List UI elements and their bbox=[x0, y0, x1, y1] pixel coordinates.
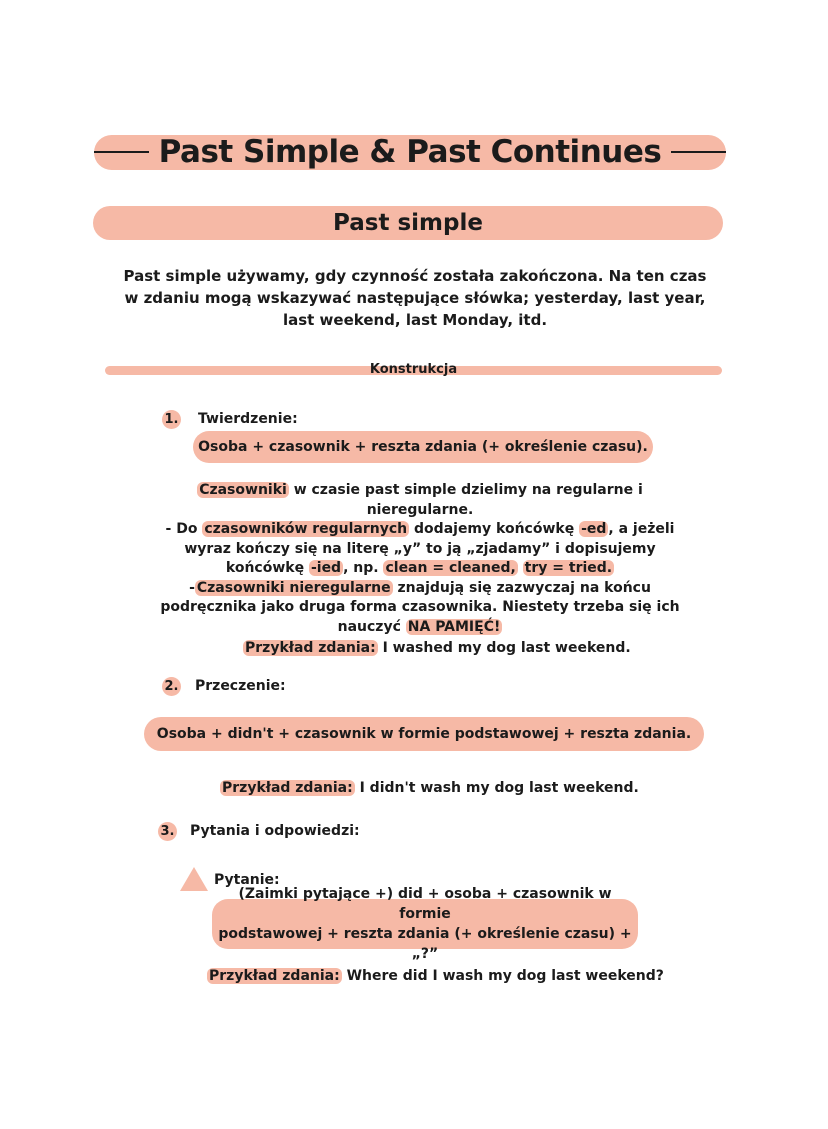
text-l2-np: , np. bbox=[343, 560, 384, 576]
item-number-3: 3. bbox=[158, 822, 177, 841]
hl-ed: -ed bbox=[581, 521, 607, 537]
example-text-1: I washed my dog last weekend. bbox=[377, 640, 631, 656]
item-label-3: Pytania i odpowiedzi: bbox=[190, 823, 360, 839]
item-number-1: 1. bbox=[162, 410, 181, 429]
hl-try: try = tried. bbox=[524, 560, 613, 576]
section-heading: Past simple bbox=[333, 210, 483, 236]
affirmative-formula: Osoba + czasownik + reszta zdania (+ określenie czasu). bbox=[193, 431, 653, 463]
hl-clean: clean = cleaned, bbox=[385, 560, 516, 576]
item-label-1: Twierdzenie: bbox=[198, 411, 298, 427]
text-l2-pre: - Do bbox=[165, 521, 203, 537]
hl-ied: -ied bbox=[310, 560, 342, 576]
hl-nieregularne: Czasowniki nieregularne bbox=[196, 579, 391, 596]
item-label-2: Przeczenie: bbox=[195, 678, 286, 694]
construction-label: Konstrukcja bbox=[369, 362, 458, 377]
hl-czasowniki: Czasowniki bbox=[199, 482, 287, 498]
example-2 bbox=[220, 780, 639, 796]
example-1 bbox=[243, 640, 631, 656]
verbs-explanation bbox=[150, 481, 690, 637]
example-label-1: Przykład zdania: bbox=[245, 640, 376, 656]
text-l1: w czasie past simple dzielimy na regularne i nieregularne. bbox=[288, 482, 643, 518]
title-rule-right bbox=[671, 151, 726, 153]
example-label-2: Przykład zdania: bbox=[222, 780, 353, 796]
question-formula bbox=[212, 886, 638, 962]
triangle-bullet-icon bbox=[180, 867, 208, 891]
example-text-2: I didn't wash my dog last weekend. bbox=[354, 780, 639, 796]
title-row bbox=[94, 130, 726, 174]
text-l2-rest: , a jeżeli wyraz kończy się na literę „y” to ją „zjadamy” i dopisujemy końcówkę bbox=[184, 521, 675, 576]
intro-paragraph: Past simple używamy, gdy czynność została zakończona. Na ten czas w zdaniu mogą wskazywać następujące słówka; yesterday, last year, last weekend, last Monday, itd. bbox=[123, 267, 707, 329]
text-l3-pre: - bbox=[189, 579, 195, 596]
question-formula-line2: podstawowej + reszta zdania (+ określenie czasu) + „?” bbox=[218, 926, 632, 962]
page-title: Past Simple & Past Continues bbox=[158, 134, 662, 170]
title-rule-left bbox=[94, 151, 149, 153]
text-l3-rest: znajdują się zazwyczaj na końcu podręcznika jako druga forma czasownika. Niestety trzeba się ich nauczyć bbox=[160, 579, 680, 635]
hl-regularne: czasowników regularnych bbox=[204, 521, 408, 537]
example-label-3: Przykład zdania: bbox=[209, 968, 340, 984]
text-l2-mid: dodajemy końcówkę bbox=[409, 521, 580, 537]
example-3 bbox=[207, 968, 664, 984]
hl-na-pamiec: NA PAMIĘĆ! bbox=[407, 618, 501, 635]
item-number-2: 2. bbox=[162, 677, 181, 696]
question-sublabel: Pytanie: bbox=[214, 872, 280, 888]
negative-formula: Osoba + didn't + czasownik w formie podstawowej + reszta zdania. bbox=[144, 717, 704, 751]
question-formula-line1: (Zaimki pytające +) did + osoba + czasownik w formie bbox=[238, 886, 612, 922]
example-text-3: Where did I wash my dog last weekend? bbox=[341, 968, 664, 984]
